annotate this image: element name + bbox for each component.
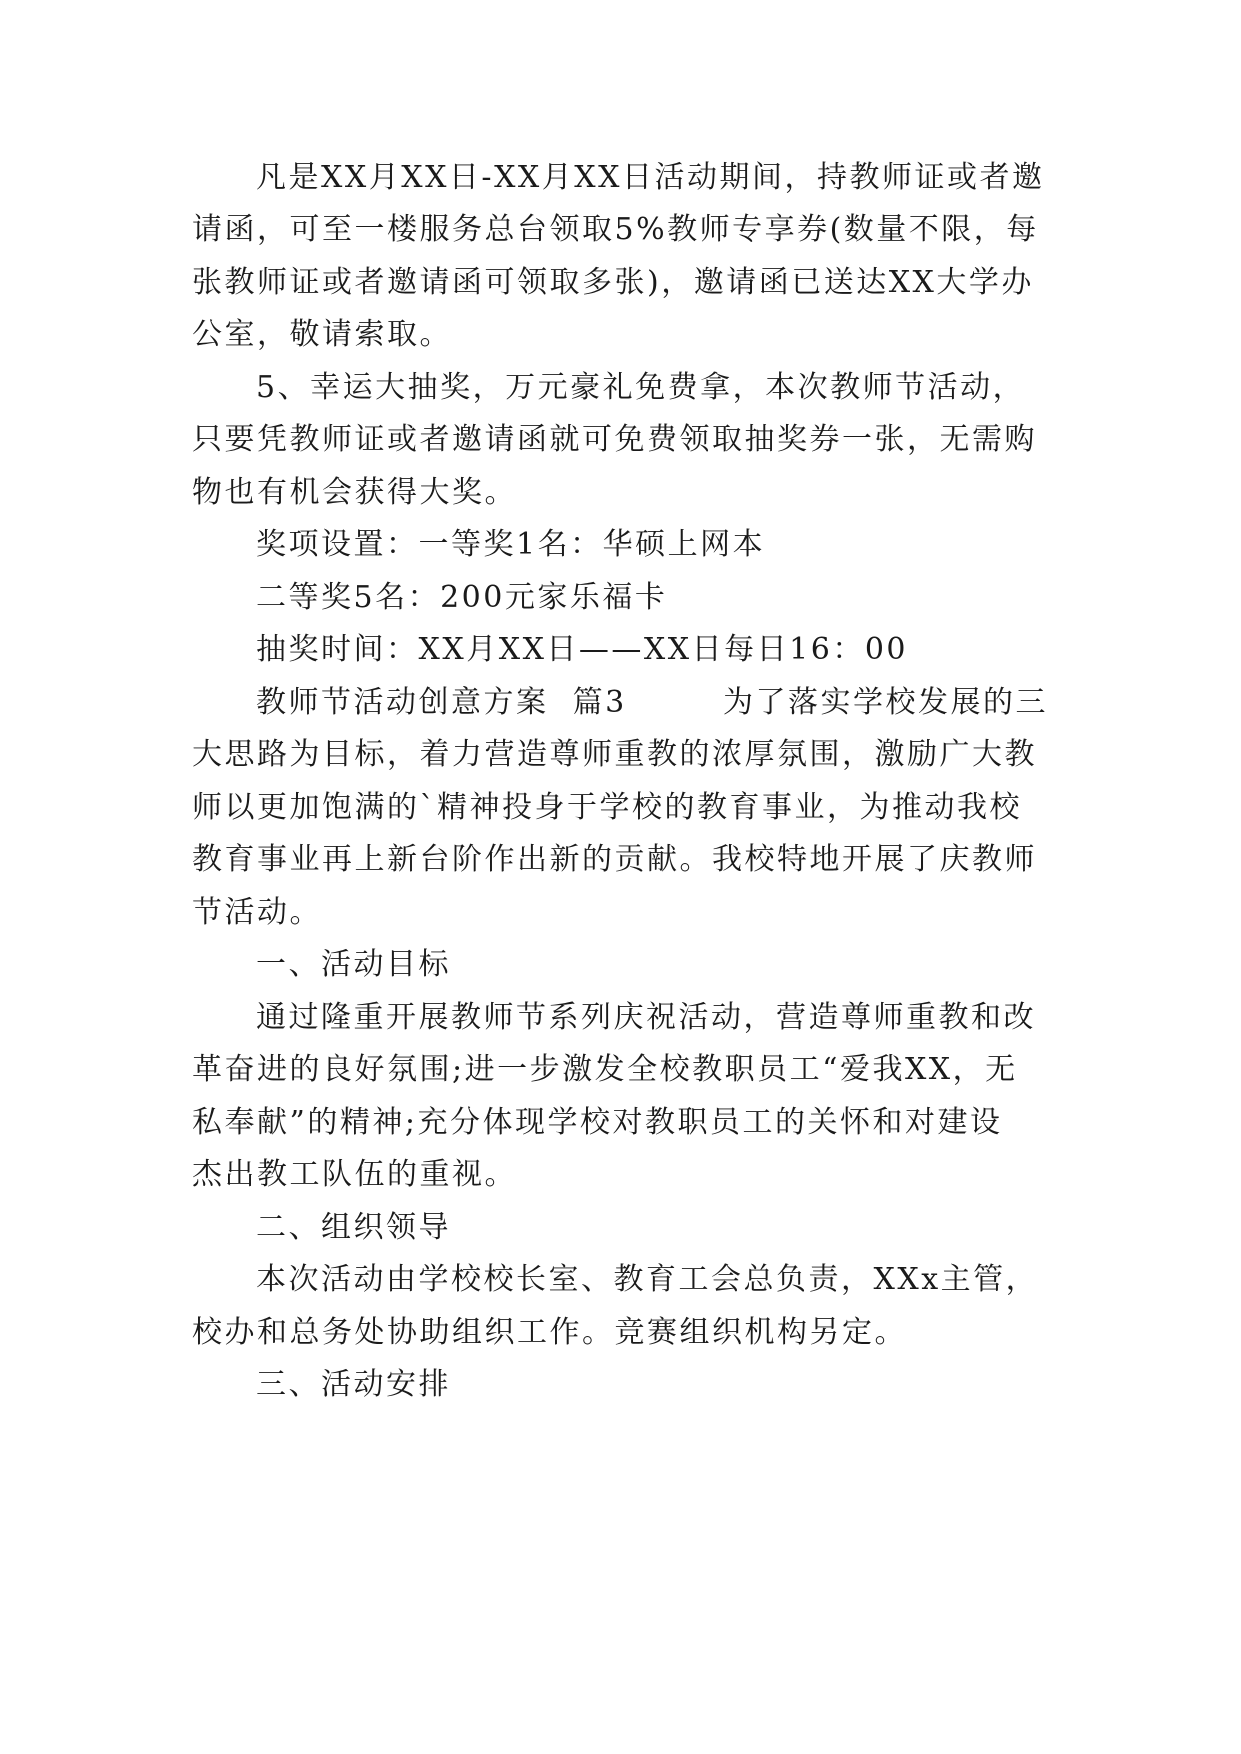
text-line: 校办和总务处协助组织工作。竞赛组织机构另定。 — [192, 1315, 907, 1350]
text-line: 节活动。 — [192, 895, 322, 930]
text-line: 公室，敬请索取。 — [192, 317, 452, 352]
text-line: 5、幸运大抽奖，万元豪礼免费拿，本次教师节活动， — [256, 370, 1026, 405]
text-line: 通过隆重开展教师节系列庆祝活动，营造尊师重教和改 — [256, 1000, 1036, 1035]
text-line: 奖项设置：一等奖1名：华硕上网本 — [256, 527, 766, 562]
text-line: 师以更加饱满的`精神投身于学校的教育事业，为推动我校 — [192, 790, 1022, 825]
text-line: 教师节活动创意方案 篇3 为了落实学校发展的三 — [256, 685, 1048, 720]
section-heading: 三、活动安排 — [256, 1367, 451, 1402]
text-line: 大思路为目标，着力营造尊师重教的浓厚氛围，激励广大教 — [192, 737, 1037, 772]
text-line: 物也有机会获得大奖。 — [192, 475, 517, 510]
text-line: 革奋进的良好氛围;进一步激发全校教职员工“爱我XX，无 — [192, 1052, 1018, 1087]
text-line: 凡是XX月XX日-XX月XX日活动期间，持教师证或者邀 — [256, 160, 1045, 195]
section-heading: 二、组织领导 — [256, 1210, 451, 1245]
text-line: 二等奖5名：200元家乐福卡 — [256, 580, 668, 615]
text-line: 私奉献”的精神;充分体现学校对教职员工的关怀和对建设 — [192, 1105, 1003, 1140]
text-line: 只要凭教师证或者邀请函就可免费领取抽奖券一张，无需购 — [192, 422, 1037, 457]
text-line: 请函，可至一楼服务总台领取5%教师专享券(数量不限，每 — [192, 212, 1039, 247]
section-heading: 一、活动目标 — [256, 947, 451, 982]
text-line: 教育事业再上新台阶作出新的贡献。我校特地开展了庆教师 — [192, 842, 1037, 877]
text-line: 抽奖时间：XX月XX日——XX日每日16：00 — [256, 632, 908, 667]
text-line: 本次活动由学校校长室、教育工会总负责，XXx主管， — [256, 1262, 1039, 1297]
text-line: 杰出教工队伍的重视。 — [192, 1157, 517, 1192]
text-line: 张教师证或者邀请函可领取多张)，邀请函已送达XX大学办 — [192, 265, 1034, 300]
